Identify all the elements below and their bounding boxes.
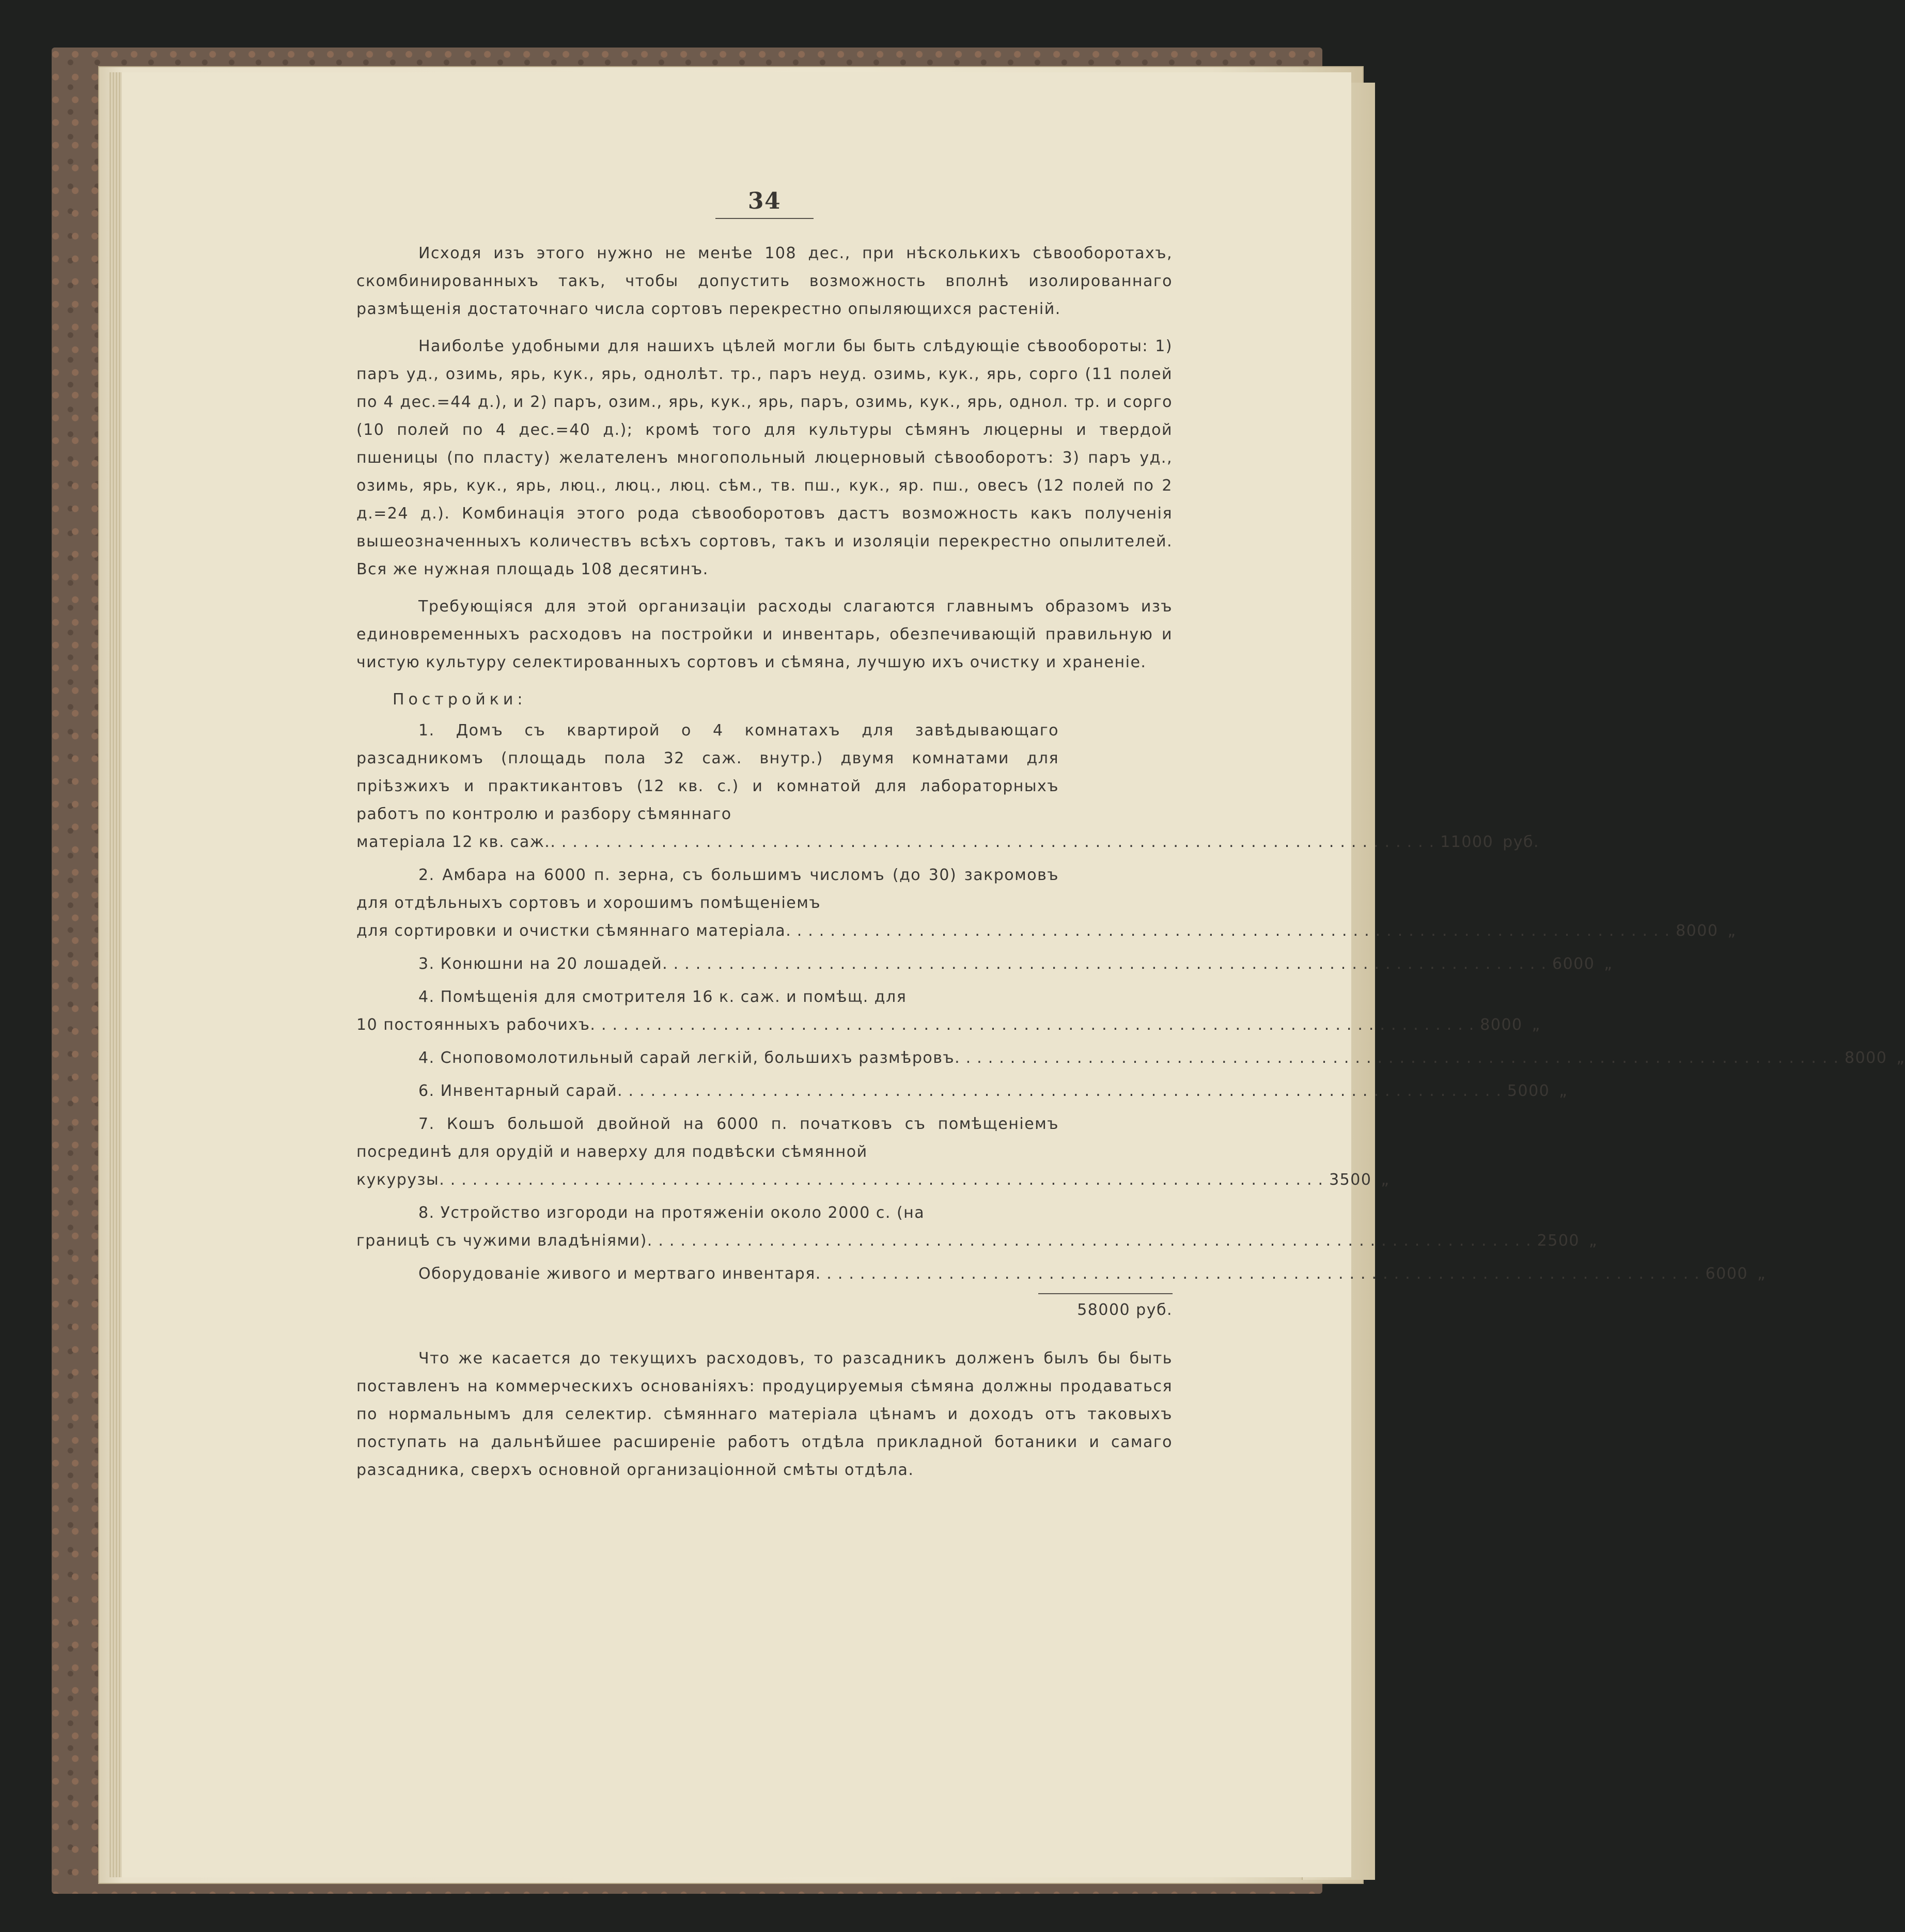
cost-amount: 5000 [1507, 1082, 1550, 1100]
cost-unit: „ [1896, 1049, 1905, 1067]
cost-unit: „ [1381, 1171, 1390, 1189]
cost-item-label: границѣ съ чужими владѣніями) [356, 1232, 647, 1250]
leader-dots: ................................................................................ [439, 1171, 1330, 1189]
cost-item-line [356, 828, 1539, 856]
cost-item-description: 7. Кошъ большой двойной на 6000 п. початковъ съ помѣщеніемъ посрединѣ для орудій и наверху для подвѣски сѣмянной [356, 1115, 1059, 1161]
cost-unit: руб. [1503, 833, 1539, 851]
total-amount: 58000 руб. [1077, 1301, 1173, 1319]
page-number: 34 [747, 188, 782, 214]
cost-item [356, 1044, 1905, 1072]
cost-item-label: кукурузы [356, 1171, 440, 1189]
total-rule [1038, 1293, 1173, 1294]
paragraph-1: Исходя изъ этого нужно не менѣе 108 дес., при нѣсколькихъ сѣвооборотахъ, скомбинированныхъ такъ, чтобы допустить возможность вполнѣ изолированнаго размѣщенія достаточнаго числа сортовъ перекрестно опыляющихся растеній. [356, 244, 1173, 318]
cost-item-line [356, 1166, 1390, 1194]
cost-item-line [356, 1011, 1541, 1039]
cost-amount: 8000 [1676, 922, 1719, 940]
cost-item-line [356, 917, 1737, 945]
cost-item [356, 1199, 1598, 1255]
paragraph-4: Что же касается до текущихъ расходовъ, то разсадникъ долженъ былъ бы быть поставленъ на коммерческихъ основаніяхъ: продуцируемыя сѣмяна должны продаваться по нормальнымъ для селектир. сѣмяннаго матеріала цѣнамъ и доходъ отъ таковыхъ поступать на дальнѣйшее расширеніе работъ отдѣла прикладной ботаники и самаго разсадника, сверхъ основной организаціонной смѣты отдѣла. [356, 1349, 1173, 1479]
cost-amount: 6000 [1552, 955, 1595, 973]
cost-item-label: 4. Сноповомолотильный сарай легкій, большихъ размѣровъ [418, 1049, 955, 1067]
cost-item-line [356, 1077, 1568, 1105]
cost-unit: „ [1757, 1265, 1767, 1283]
cost-unit: „ [1559, 1082, 1568, 1100]
page-text [356, 186, 1905, 1494]
cost-unit: „ [1589, 1232, 1598, 1250]
leader-dots: ................................................................................ [815, 1265, 1706, 1283]
cost-item [356, 1110, 1390, 1194]
paragraph-3: Требующіяся для этой организаціи расходы слагаются главнымъ образомъ изъ единовременныхъ расходовъ на постройки и инвентарь, обезпечивающій правильную и чистую культуру селектированныхъ сортовъ и сѣмяна, лучшую ихъ очистку и храненіе. [356, 598, 1173, 671]
total-row [356, 1296, 1173, 1324]
cost-unit: „ [1604, 955, 1613, 973]
cost-item [356, 950, 1613, 978]
cost-item-description: 2. Амбара на 6000 п. зерна, съ большимъ числомъ (до 30) закромовъ для отдѣльныхъ сортовъ и хорошимъ помѣщеніемъ [356, 866, 1059, 912]
cost-item-label: матеріала 12 кв. саж. [356, 833, 551, 851]
cost-amount: 8000 [1845, 1049, 1887, 1067]
page-edges [110, 72, 122, 1877]
cost-item-description: 1. Домъ съ квартирой о 4 комнатахъ для завѣдывающаго разсадникомъ (площадь пола 32 саж. внутр.) двумя комнатами для пріѣзжихъ и практикантовъ (12 кв. с.) и комнатой для лабораторныхъ работъ по контролю и разбору сѣмяннаго [356, 721, 1059, 823]
cost-item-line [356, 950, 1613, 978]
cost-item-label: 10 постоянныхъ рабочихъ [356, 1016, 590, 1034]
section-heading: Постройки: [393, 690, 527, 709]
cost-item-label: 3. Конюшни на 20 лошадей [418, 955, 663, 973]
cost-item [356, 983, 1541, 1039]
cost-list [356, 717, 1905, 1288]
cost-item-line [356, 1260, 1767, 1288]
cost-amount: 8000 [1480, 1016, 1523, 1034]
leader-dots: ................................................................................ [786, 922, 1676, 940]
cost-amount: 11000 [1440, 833, 1494, 851]
cost-item [356, 861, 1737, 945]
paragraph-2: Наиболѣе удобными для нашихъ цѣлей могли бы быть слѣдующіе сѣвообороты: 1) паръ уд., озимь, ярь, кук., ярь, однолѣт. тр., паръ неуд. озимь, кук., ярь, сорго (11 полей по 4 дес.=44 д.), и 2) паръ, озим., ярь, кук., ярь, паръ, озимь, кук., ярь, однол. тр. и сорго (10 полей по 4 дес.=40 д.); кромѣ того для культуры сѣмянъ люцерны и твердой пшеницы (по пласту) желателенъ многопольный люцерновый сѣвооборотъ: 3) паръ уд., озимь, ярь, кук., ярь, люц., люц., люц. сѣм., тв. пш., кук., яр. пш., овесъ (12 полей по 2 д.=24 д.). Комбинація этого рода сѣвооборотовъ дастъ возможность какъ полученія вышеозначенныхъ количествъ всѣхъ сортовъ, такъ и изоляціи перекрестно опылителей. Вся же нужная площадь 108 десятинъ. [356, 337, 1173, 578]
cost-item-description: 8. Устройство изгороди на протяженіи около 2000 с. (на [418, 1204, 925, 1222]
cost-amount: 2500 [1537, 1232, 1580, 1250]
leader-dots: ................................................................................ [647, 1232, 1537, 1250]
cost-item-line [356, 1227, 1598, 1255]
leader-dots: ................................................................................ [590, 1016, 1480, 1034]
cost-item-description: 4. Помѣщенія для смотрителя 16 к. саж. и помѣщ. для [418, 988, 907, 1006]
cost-item [356, 1260, 1767, 1288]
cost-unit: „ [1532, 1016, 1541, 1034]
cost-item-line [356, 1044, 1905, 1072]
cost-unit: „ [1727, 922, 1737, 940]
leader-dots: ................................................................................ [662, 955, 1552, 973]
cost-item-label: 6. Инвентарный сарай [418, 1082, 618, 1100]
cost-item [356, 717, 1539, 856]
leader-dots: ................................................................................ [955, 1049, 1845, 1067]
cost-amount: 6000 [1705, 1265, 1748, 1283]
cost-item-label: Оборудованіе живого и мертваго инвентаря [418, 1265, 816, 1283]
page-number-rule [715, 218, 814, 219]
leader-dots: ................................................................................ [617, 1082, 1507, 1100]
cost-item [356, 1077, 1568, 1105]
cost-item-label: для сортировки и очистки сѣмяннаго матеріала [356, 922, 786, 940]
cost-amount: 3500 [1329, 1171, 1372, 1189]
leader-dots: ................................................................................ [550, 833, 1441, 851]
